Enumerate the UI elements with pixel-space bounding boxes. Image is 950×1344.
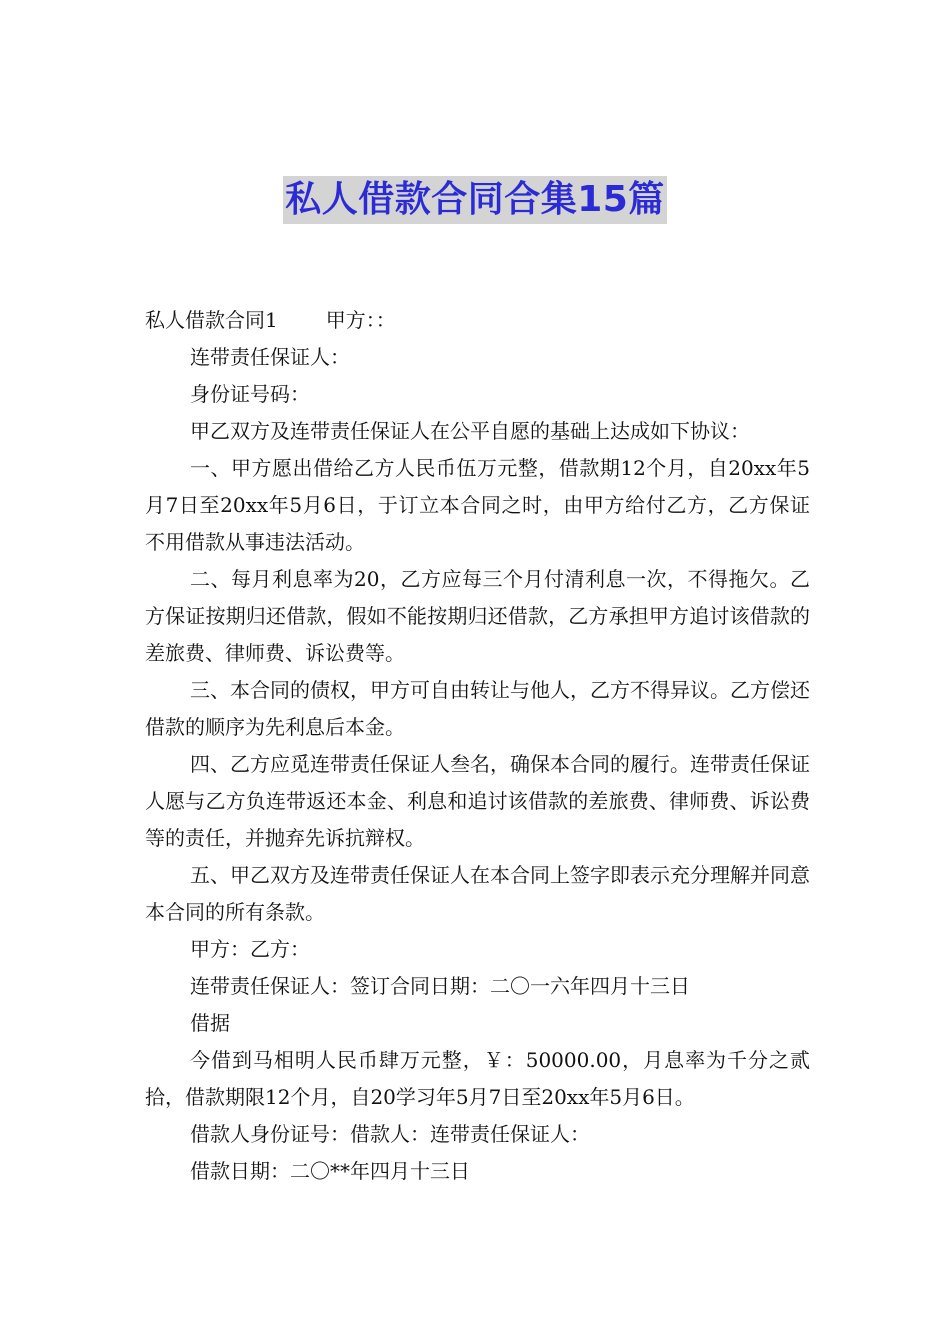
title-container: [0, 176, 950, 224]
paragraph: 今借到马相明人民币肆万元整，￥：50000.00，月息率为千分之贰拾，借款期限12个月，自20学习年5月7日至20xx年5月6日。: [145, 1048, 810, 1109]
paragraph: 五、甲乙双方及连带责任保证人在本合同上签字即表示充分理解并同意本合同的所有条款。: [145, 863, 810, 924]
paragraph: 甲乙双方及连带责任保证人在公平自愿的基础上达成如下协议：: [190, 419, 750, 443]
paragraph: 连带责任保证人：签订合同日期：二〇一六年四月十三日: [190, 974, 690, 998]
contract-name: 私人借款合同1: [145, 308, 278, 332]
paragraph: 二、每月利息率为20，乙方应每三个月付清利息一次，不得拖欠。乙方保证按期归还借款，假如不能按期归还借款，乙方承担甲方追讨该借款的差旅费、律师费、诉讼费等。: [145, 567, 810, 665]
paragraph: 连带责任保证人：: [190, 345, 350, 369]
document-body: [145, 302, 810, 1190]
paragraph: 借据: [190, 1011, 230, 1035]
paragraph: 身份证号码：: [190, 382, 310, 406]
paragraph: 借款人身份证号：借款人：连带责任保证人：: [190, 1122, 590, 1146]
party-a-label: 甲方：：: [325, 308, 396, 332]
paragraph: 甲方：乙方：: [190, 937, 310, 961]
paragraph: 借款日期：二〇**年四月十三日: [190, 1159, 470, 1183]
document-title: 私人借款合同合集15篇: [283, 176, 667, 224]
paragraph: 一、甲方愿出借给乙方人民币伍万元整，借款期12个月，自20xx年5月7日至20xx年5月6日，于订立本合同之时，由甲方给付乙方，乙方保证不用借款从事违法活动。: [145, 456, 810, 554]
contract-heading-line: [145, 302, 810, 339]
paragraph: 四、乙方应觅连带责任保证人叁名，确保本合同的履行。连带责任保证人愿与乙方负连带返还本金、利息和追讨该借款的差旅费、律师费、诉讼费等的责任，并抛弃先诉抗辩权。: [145, 752, 810, 850]
paragraph: 三、本合同的债权，甲方可自由转让与他人，乙方不得异议。乙方偿还借款的顺序为先利息后本金。: [145, 678, 810, 739]
